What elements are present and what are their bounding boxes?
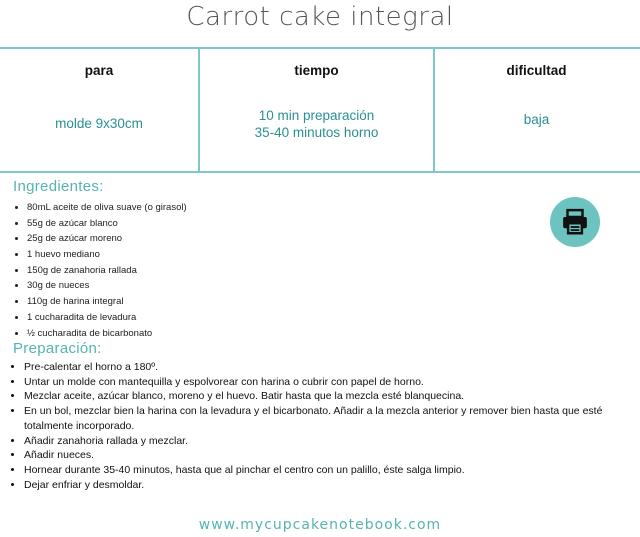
print-button[interactable]	[550, 197, 600, 247]
info-value: molde 9x30cm	[55, 116, 143, 131]
preparation-step: • Añadir zanahoria rallada y mezclar.	[24, 434, 640, 449]
info-heading: para	[84, 63, 114, 78]
recipe-info-table	[0, 47, 640, 173]
preparation-step: • Añadir nueces.	[24, 448, 640, 463]
recipe-title: Carrot cake integral	[186, 2, 454, 32]
preparation-step: • En un bol, mezclar bien la harina con la levadura y el bicarbonato. Añadir a la mezcla anterior y remover bien hasta que esté totalmente incorporado.	[24, 404, 640, 433]
preparation-step: • Mezclar aceite, azúcar blanco, moreno y el huevo. Batir hasta que la mezcla esté blanquecina.	[24, 389, 640, 404]
preparation-step: • Untar un molde con mantequilla y espolvorear con harina o cubrir con papel de horno.	[24, 375, 640, 390]
info-column-difficulty	[433, 49, 638, 171]
preparation-step: • Hornear durante 35-40 minutos, hasta que al pinchar el centro con un palillo, éste salga limpio.	[24, 463, 640, 478]
ingredient-item: • ½ cucharadita de bicarbonato	[27, 326, 187, 342]
ingredients-heading: Ingredientes:	[13, 178, 104, 195]
ingredient-item: • 25g de azúcar moreno	[27, 231, 187, 247]
ingredient-item: • 150g de zanahoria rallada	[27, 263, 187, 279]
ingredient-item: • 30g de nueces	[27, 278, 187, 294]
info-value: 10 min preparación 35-40 minutos horno	[254, 108, 379, 140]
ingredient-item: • 80mL aceite de oliva suave (o girasol)	[27, 200, 187, 216]
info-value: baja	[523, 112, 550, 127]
ingredient-item: • 1 huevo mediano	[27, 247, 187, 263]
preparation-list	[9, 360, 640, 492]
info-heading: dificultad	[506, 63, 567, 78]
ingredients-list	[11, 200, 187, 341]
ingredient-item: • 110g de harina integral	[27, 294, 187, 310]
website-url[interactable]: www.mycupcakenotebook.com	[198, 517, 442, 533]
printer-icon	[560, 207, 590, 237]
info-column-servings	[0, 49, 198, 171]
ingredient-item: • 1 cucharadita de levadura	[27, 310, 187, 326]
preparation-heading: Preparación:	[13, 340, 102, 357]
ingredient-item: • 55g de azúcar blanco	[27, 216, 187, 232]
preparation-step: • Pre-calentar el horno a 180º.	[24, 360, 640, 375]
info-column-time	[198, 49, 433, 171]
preparation-step: • Dejar enfriar y desmoldar.	[24, 478, 640, 493]
info-heading: tiempo	[294, 63, 339, 78]
